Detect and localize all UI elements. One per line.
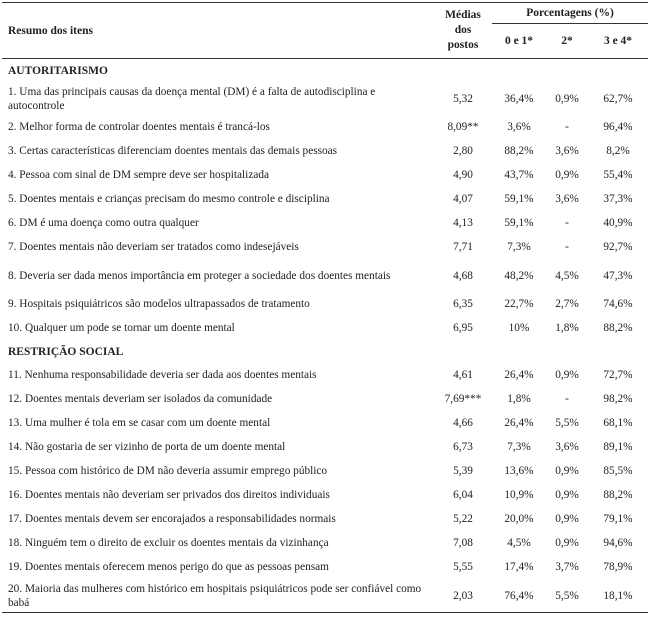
percent-2-cell: - <box>565 393 569 405</box>
mean-rank-cell: 4,90 <box>453 169 473 181</box>
section-row <box>2 59 648 83</box>
percent-2-cell: 0,9% <box>555 513 579 525</box>
percent-0-1-cell: 4,5% <box>507 537 531 549</box>
item-text: 14. Não gostaria de ser vizinho de porta de um doente mental <box>8 441 286 453</box>
header-mean-line-1: Médias <box>445 9 481 21</box>
header-percent-0-1: 0 e 1* <box>492 24 546 59</box>
item-text: 19. Doentes mentais oferecem menos perigo do que as pessoas pensam <box>8 561 329 573</box>
percent-3-4-cell: 62,7% <box>603 92 633 105</box>
mean-rank-cell: 2,03 <box>434 579 492 613</box>
table-body <box>2 59 648 613</box>
percent-3-4-cell: 98,2% <box>603 393 633 405</box>
table-row <box>2 387 648 411</box>
item-text: 13. Uma mulher é tola em se casar com um doente mental <box>8 417 271 429</box>
table-row <box>2 235 648 259</box>
percent-2-cell: - <box>565 241 569 253</box>
percent-2-cell: 0,9% <box>555 92 579 105</box>
percent-3-4-cell: 85,5% <box>603 465 633 477</box>
percent-0-1-cell: 10,9% <box>504 489 534 501</box>
table-row <box>2 363 648 387</box>
item-text: 7. Doentes mentais não deveriam ser tratados como indesejáveis <box>8 241 299 253</box>
mean-rank-cell: 6,73 <box>453 441 473 453</box>
table-row <box>2 115 648 139</box>
percent-0-1-cell: 59,1% <box>504 193 534 205</box>
percent-0-1-cell: 13,6% <box>504 465 534 477</box>
section-row <box>2 340 648 363</box>
results-table <box>2 2 648 613</box>
table-row <box>2 483 648 507</box>
percent-2-cell: 0,9% <box>555 369 579 381</box>
item-text: 8. Deveria ser dada menos importância em proteger a sociedade dos doentes mentais <box>8 269 391 282</box>
percent-3-4-cell: 88,2% <box>603 322 633 334</box>
percent-0-1-cell: 88,2% <box>504 145 534 157</box>
percent-0-1-cell: 26,4% <box>504 369 534 381</box>
percent-2-cell: 3,6% <box>555 145 579 157</box>
table-row <box>2 316 648 340</box>
item-text: 4. Pessoa com sinal de DM sempre deve ser hospitalizada <box>8 169 270 181</box>
table-row <box>2 459 648 483</box>
mean-rank-cell: 6,35 <box>453 298 473 310</box>
table-row <box>2 187 648 211</box>
percent-3-4-cell: 72,7% <box>603 369 633 381</box>
item-text: 5. Doentes mentais e crianças precisam do mesmo controle e disciplina <box>8 193 330 205</box>
percent-2-cell: - <box>565 217 569 229</box>
item-text: 11. Nenhuma responsabilidade deveria ser dada aos doentes mentais <box>8 369 317 381</box>
percent-0-1-cell: 1,8% <box>507 393 531 405</box>
header-mean-ranks <box>434 3 492 59</box>
mean-rank-cell: 5,39 <box>453 465 473 477</box>
percent-0-1-cell: 48,2% <box>504 269 534 282</box>
item-text: 20. Maioria das mulheres com histórico em hospitais psiquiátricos pode ser confiável como babá <box>2 579 434 613</box>
percent-3-4-cell: 74,6% <box>603 298 633 310</box>
header-mean-line-3: postos <box>447 39 479 51</box>
percent-3-4-cell: 92,7% <box>603 241 633 253</box>
percent-0-1-cell: 26,4% <box>504 417 534 429</box>
percent-3-4-cell: 68,1% <box>603 417 633 429</box>
mean-rank-cell: 4,07 <box>453 193 473 205</box>
percent-0-1-cell: 7,3% <box>507 241 531 253</box>
percent-3-4-cell: 55,4% <box>603 169 633 181</box>
header-items: Resumo dos itens <box>2 3 434 59</box>
mean-rank-cell: 7,69*** <box>444 393 482 405</box>
table-row <box>2 411 648 435</box>
table-row <box>2 82 648 115</box>
table-row <box>2 531 648 555</box>
item-text: 18. Ninguém tem o direito de excluir os doentes mentais da vizinhança <box>8 537 329 549</box>
percent-0-1-cell: 76,4% <box>492 579 546 613</box>
percent-0-1-cell: 17,4% <box>504 561 534 573</box>
percent-0-1-cell: 20,0% <box>504 513 534 525</box>
mean-rank-cell: 5,22 <box>453 513 473 525</box>
item-text: 16. Doentes mentais não deveriam ser privados dos direitos individuais <box>8 489 330 501</box>
mean-rank-cell: 7,08 <box>453 537 473 549</box>
percent-3-4-cell: 8,2% <box>606 145 630 157</box>
mean-rank-cell: 5,55 <box>453 561 473 573</box>
percent-3-4-cell: 40,9% <box>603 217 633 229</box>
percent-2-cell: 3,6% <box>555 193 579 205</box>
percent-2-cell: 1,8% <box>555 322 579 334</box>
mean-rank-cell: 4,66 <box>453 417 473 429</box>
percent-2-cell: 0,9% <box>555 489 579 501</box>
table-row <box>2 292 648 316</box>
table-row <box>2 163 648 187</box>
table-row <box>2 555 648 579</box>
item-text: 15. Pessoa com histórico de DM não deveria assumir emprego público <box>8 465 328 477</box>
percent-2-cell: 0,9% <box>555 537 579 549</box>
percent-2-cell: 2,7% <box>555 298 579 310</box>
table-row <box>2 259 648 292</box>
item-text: 3. Certas características diferenciam doentes mentais das demais pessoas <box>8 145 338 157</box>
item-text: 6. DM é uma doença como outra qualquer <box>8 217 199 229</box>
percent-2-cell: 0,9% <box>555 465 579 477</box>
percent-2-cell: - <box>565 121 569 133</box>
item-text: 1. Uma das principais causas da doença mental (DM) é a falta de autodisciplina e autocontrole <box>8 85 376 112</box>
percent-2-cell: 3,7% <box>555 561 579 573</box>
percent-3-4-cell: 88,2% <box>603 489 633 501</box>
item-text: 12. Doentes mentais deveriam ser isolados da comunidade <box>8 393 273 405</box>
table-row <box>2 507 648 531</box>
percent-3-4-cell: 47,3% <box>603 269 633 282</box>
mean-rank-cell: 4,61 <box>453 369 473 381</box>
percent-3-4-cell: 96,4% <box>603 121 633 133</box>
percent-2-cell: 5,5% <box>546 579 588 613</box>
mean-rank-cell: 7,71 <box>453 241 473 253</box>
percent-0-1-cell: 3,6% <box>507 121 531 133</box>
percent-0-1-cell: 7,3% <box>507 441 531 453</box>
mean-rank-cell: 2,80 <box>453 145 473 157</box>
table-row <box>2 139 648 163</box>
percent-2-cell: 5,5% <box>555 417 579 429</box>
item-text: 17. Doentes mentais devem ser encorajados a responsabilidades normais <box>8 513 336 525</box>
percent-0-1-cell: 22,7% <box>504 298 534 310</box>
percent-0-1-cell: 43,7% <box>504 169 534 181</box>
percent-3-4-cell: 79,1% <box>603 513 633 525</box>
table-row <box>2 435 648 459</box>
percent-0-1-cell: 36,4% <box>504 92 534 105</box>
percent-3-4-cell: 89,1% <box>603 441 633 453</box>
percent-3-4-cell: 78,9% <box>603 561 633 573</box>
mean-rank-cell: 5,32 <box>453 92 473 105</box>
mean-rank-cell: 4,13 <box>453 217 473 229</box>
header-percent-3-4: 3 e 4* <box>588 24 648 59</box>
percent-3-4-cell: 18,1% <box>588 579 648 613</box>
percent-0-1-cell: 59,1% <box>504 217 534 229</box>
table-header <box>2 3 648 59</box>
percent-3-4-cell: 37,3% <box>603 193 633 205</box>
mean-rank-cell: 6,95 <box>453 322 473 334</box>
table-row <box>2 579 648 613</box>
mean-rank-cell: 8,09** <box>447 121 479 133</box>
item-text: 9. Hospitais psiquiátricos são modelos ultrapassados de tratamento <box>8 298 310 310</box>
percent-2-cell: 0,9% <box>555 169 579 181</box>
percent-2-cell: 3,6% <box>555 441 579 453</box>
section-title: RESTRIÇÃO SOCIAL <box>8 345 124 358</box>
section-title: AUTORITARISMO <box>8 64 108 77</box>
mean-rank-cell: 4,68 <box>453 269 473 282</box>
mean-rank-cell: 6,04 <box>453 489 473 501</box>
header-mean-line-2: dos <box>454 24 472 36</box>
item-text: 10. Qualquer um pode se tornar um doente mental <box>8 322 235 334</box>
percent-3-4-cell: 94,6% <box>603 537 633 549</box>
header-percent-2: 2* <box>546 24 588 59</box>
header-percentages: Porcentagens (%) <box>492 3 648 24</box>
percent-2-cell: 4,5% <box>555 269 579 282</box>
table-row <box>2 211 648 235</box>
item-text: 2. Melhor forma de controlar doentes mentais é trancá-los <box>8 121 270 133</box>
percent-0-1-cell: 10% <box>508 322 530 334</box>
